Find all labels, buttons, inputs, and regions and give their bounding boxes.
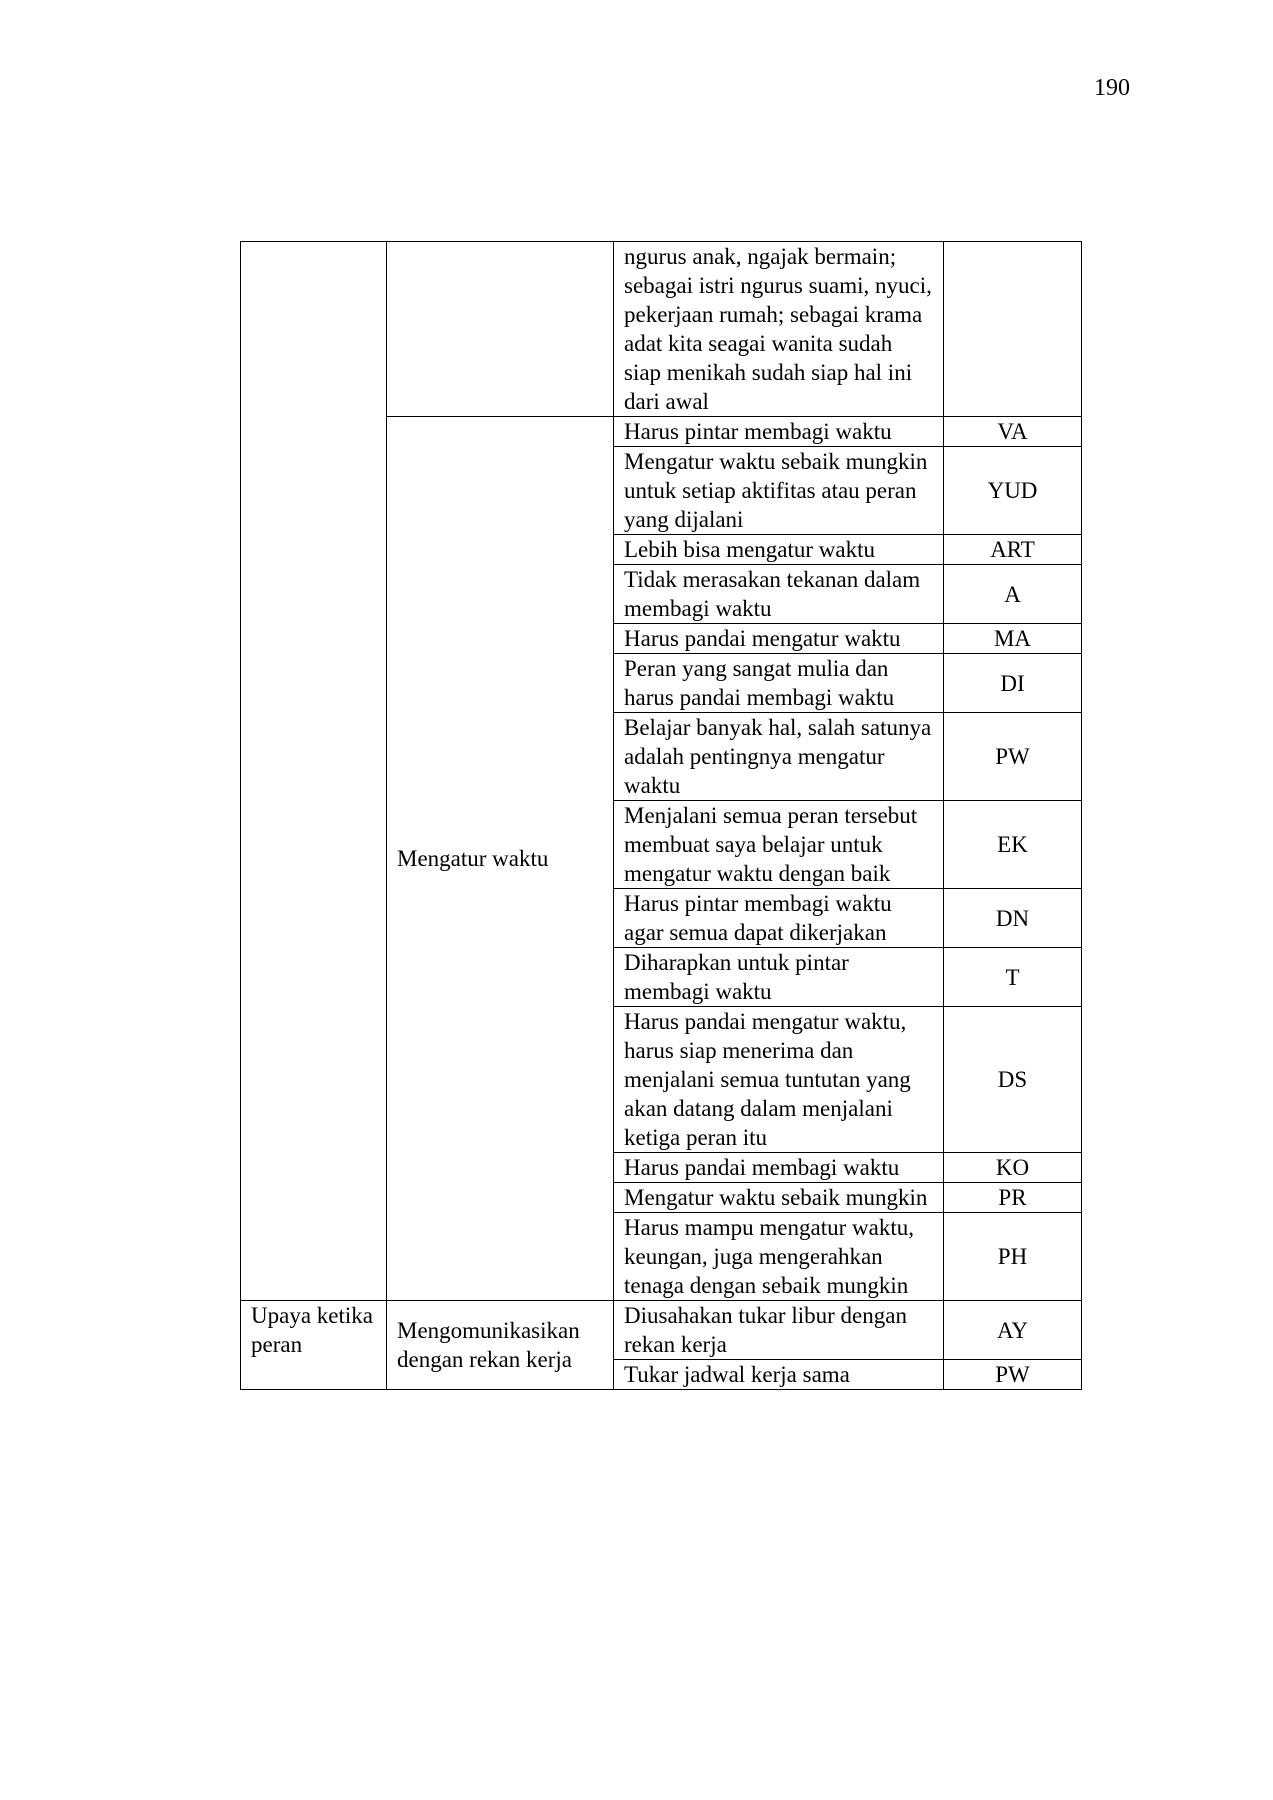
- statement-cell: Harus pintar membagi waktu agar semua dapat dikerjakan: [614, 889, 944, 948]
- statement-cell: Harus mampu mengatur waktu, keungan, juga mengerahkan tenaga dengan sebaik mungkin: [614, 1213, 944, 1301]
- code-cell: PW: [944, 1360, 1082, 1390]
- code-cell: DI: [944, 654, 1082, 713]
- statement-cell: Menjalani semua peran tersebut membuat saya belajar untuk mengatur waktu dengan baik: [614, 801, 944, 889]
- code-cell: AY: [944, 1301, 1082, 1360]
- statement-cell: Mengatur waktu sebaik mungkin: [614, 1183, 944, 1213]
- statement-cell: Lebih bisa mengatur waktu: [614, 535, 944, 565]
- code-cell: PW: [944, 713, 1082, 801]
- code-cell: PH: [944, 1213, 1082, 1301]
- code-cell: DS: [944, 1007, 1082, 1153]
- statement-cell: Peran yang sangat mulia dan harus pandai membagi waktu: [614, 654, 944, 713]
- statement-cell: Harus pandai mengatur waktu, harus siap menerima dan menjalani semua tuntutan yang akan datang dalam menjalani ketiga peran itu: [614, 1007, 944, 1153]
- code-cell: PR: [944, 1183, 1082, 1213]
- subtheme-cell: Mengomunikasikan dengan rekan kerja: [387, 1301, 614, 1390]
- statement-cell: Harus pandai mengatur waktu: [614, 624, 944, 654]
- statement-cell: Belajar banyak hal, salah satunya adalah pentingnya mengatur waktu: [614, 713, 944, 801]
- code-cell: EK: [944, 801, 1082, 889]
- subtheme-cell: Mengatur waktu: [387, 417, 614, 1301]
- code-cell: MA: [944, 624, 1082, 654]
- theme-cell: Upaya ketika peran: [241, 1301, 387, 1390]
- page-number: 190: [1094, 75, 1130, 101]
- statement-cell: Tukar jadwal kerja sama: [614, 1360, 944, 1390]
- statement-cell: Harus pintar membagi waktu: [614, 417, 944, 447]
- statement-cell: ngurus anak, ngajak bermain; sebagai istri ngurus suami, nyuci, pekerjaan rumah; sebagai krama adat kita seagai wanita sudah siap menikah sudah siap hal ini dari awal: [614, 242, 944, 417]
- table-row: [241, 1301, 1082, 1360]
- code-cell: A: [944, 565, 1082, 624]
- statement-cell: Diusahakan tukar libur dengan rekan kerja: [614, 1301, 944, 1360]
- code-cell: DN: [944, 889, 1082, 948]
- code-cell: [944, 242, 1082, 417]
- table-row: [241, 242, 1082, 417]
- statement-cell: Harus pandai membagi waktu: [614, 1153, 944, 1183]
- statement-cell: Mengatur waktu sebaik mungkin untuk setiap aktifitas atau peran yang dijalani: [614, 447, 944, 535]
- statement-cell: Tidak merasakan tekanan dalam membagi waktu: [614, 565, 944, 624]
- code-cell: YUD: [944, 447, 1082, 535]
- coding-table: [240, 241, 1082, 1390]
- code-cell: VA: [944, 417, 1082, 447]
- theme-cell-empty: [241, 242, 387, 1301]
- code-cell: KO: [944, 1153, 1082, 1183]
- code-cell: ART: [944, 535, 1082, 565]
- subtheme-cell-empty: [387, 242, 614, 417]
- code-cell: T: [944, 948, 1082, 1007]
- statement-cell: Diharapkan untuk pintar membagi waktu: [614, 948, 944, 1007]
